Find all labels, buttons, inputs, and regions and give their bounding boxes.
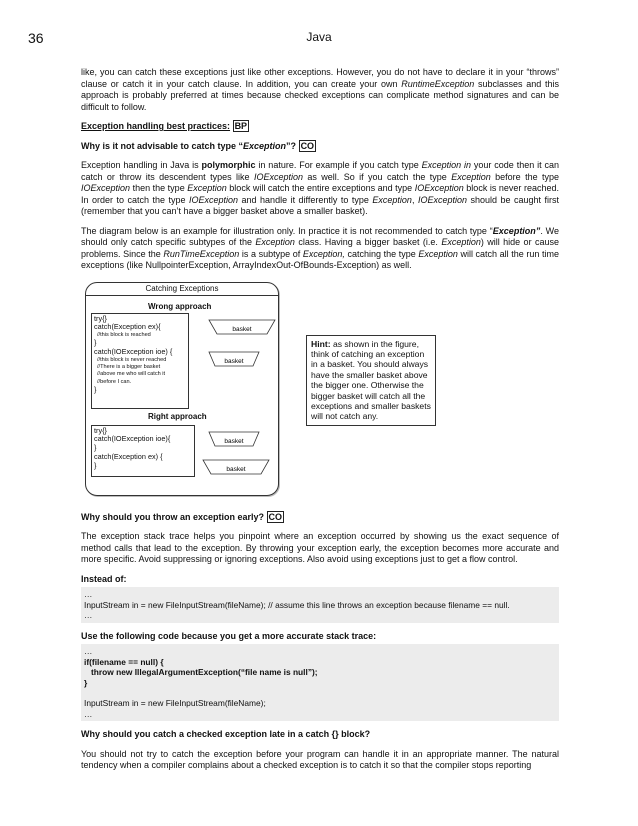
co-badge: CO — [300, 140, 315, 151]
page-body — [81, 67, 559, 780]
basket-label: basket — [232, 325, 252, 333]
code-block-bad: … InputStream in = new FileInputStream(fileName); // assume this line throws an exception because filename == null. … — [81, 587, 559, 623]
question-catch-late: Why should you catch a checked exception late in a catch {} block? — [81, 729, 371, 739]
hint-label: Hint: — [311, 338, 331, 349]
paragraph-diagram-intro: The diagram below is an example for illustration only. In practice it is not recommended to catch type “Exception”. We should only catch specific subtypes of the Exception class. Having a bigger basket (i.e. Exception) will hide or cause problems. Since the RunTimeException is a subtype of Exception, catching the type Exception will catch all the run time exceptions (like NullpointerException, ArrayIndexOut-OfBounds-Exception) as well. — [81, 225, 559, 270]
basket-label: basket — [226, 465, 246, 473]
running-header: Java — [306, 30, 332, 44]
diagram-title: Catching Exceptions — [86, 283, 278, 296]
instead-of-label: Instead of: — [81, 573, 127, 584]
wrong-code-box: try{} catch(Exception ex){ //this block is reached } catch(IOException ioe) { //this block is never reached //There is a bigger basket //above me who will catch it //before I can. } — [91, 313, 189, 409]
right-approach-label: Right approach — [148, 411, 207, 421]
big-basket-icon — [208, 319, 276, 335]
use-following-label: Use the following code because you get a more accurate stack trace: — [81, 630, 377, 641]
code-block-good: … if(filename == null) { throw new IllegalArgumentException(“file name is null”); } InputStream in = new FileInputStream(fileName); … — [81, 644, 559, 721]
basket-label: basket — [224, 437, 244, 445]
diagram-panel — [85, 282, 279, 496]
co-badge: CO — [268, 511, 283, 522]
intro-paragraph: like, you can catch these exceptions just like other exceptions. However, you do not have to declare it in your “throws” clause or catch it in your catch clause. In addition, you can create your own RuntimeException subclasses and this approach is probably preferred at times because checked exceptions can complicate method signatures and can be difficult to follow. — [81, 67, 559, 112]
page-number: 36 — [28, 30, 44, 46]
hint-text: as shown in the figure, think of catching an exception in a basket. You should always have the smaller basket above the bigger one. Otherwise the bigger basket will catch all the exceptions and smaller baskets will not catch any. — [311, 338, 431, 422]
question-throw-early: Why should you throw an exception early? CO — [81, 511, 283, 522]
bp-badge: BP — [234, 121, 248, 131]
small-basket-icon — [208, 351, 260, 367]
paragraph-catch-late: You should not try to catch the exception before your program can handle it in an appropriate manner. The natural tendency when a compiler complains about a checked exception is to catch it so that the compiler stops reporting — [81, 748, 559, 770]
big-basket-icon — [202, 459, 270, 475]
paragraph-polymorphic: Exception handling in Java is polymorphic in nature. For example if you catch type Exception in your code then it can catch or throw its descendent types like IOException as well. So if you catch the type Exception before the type IOException then the type Exception block will catch the entire exceptions and type IOException block is never reached. In order to catch the type IOException and handle it differently to type Exception, IOException should be caught first (remember that you can’t have a bigger basket above a smaller basket). — [81, 160, 559, 216]
hint-box — [306, 335, 436, 426]
wrong-approach-label: Wrong approach — [148, 301, 212, 311]
paragraph-stack-trace: The exception stack trace helps you pinpoint where an exception occurred by showing us the exact sequence of method calls that lead to the exception. By throwing your exception early, the exception becomes more accurate and more specific. Avoid suppressing or ignoring exceptions. Also avoid using exceptions just to get a flow control. — [81, 531, 559, 564]
basket-label: basket — [224, 357, 244, 365]
catching-exceptions-diagram — [81, 280, 559, 502]
right-code-box: try{} catch(IOException ioe){ } catch(Exception ex) { } — [91, 425, 195, 477]
small-basket-icon — [208, 431, 260, 447]
section-heading-best-practices: Exception handling best practices: BP — [81, 121, 248, 131]
question-catch-exception: Why is it not advisable to catch type “Exception”? CO — [81, 140, 315, 151]
